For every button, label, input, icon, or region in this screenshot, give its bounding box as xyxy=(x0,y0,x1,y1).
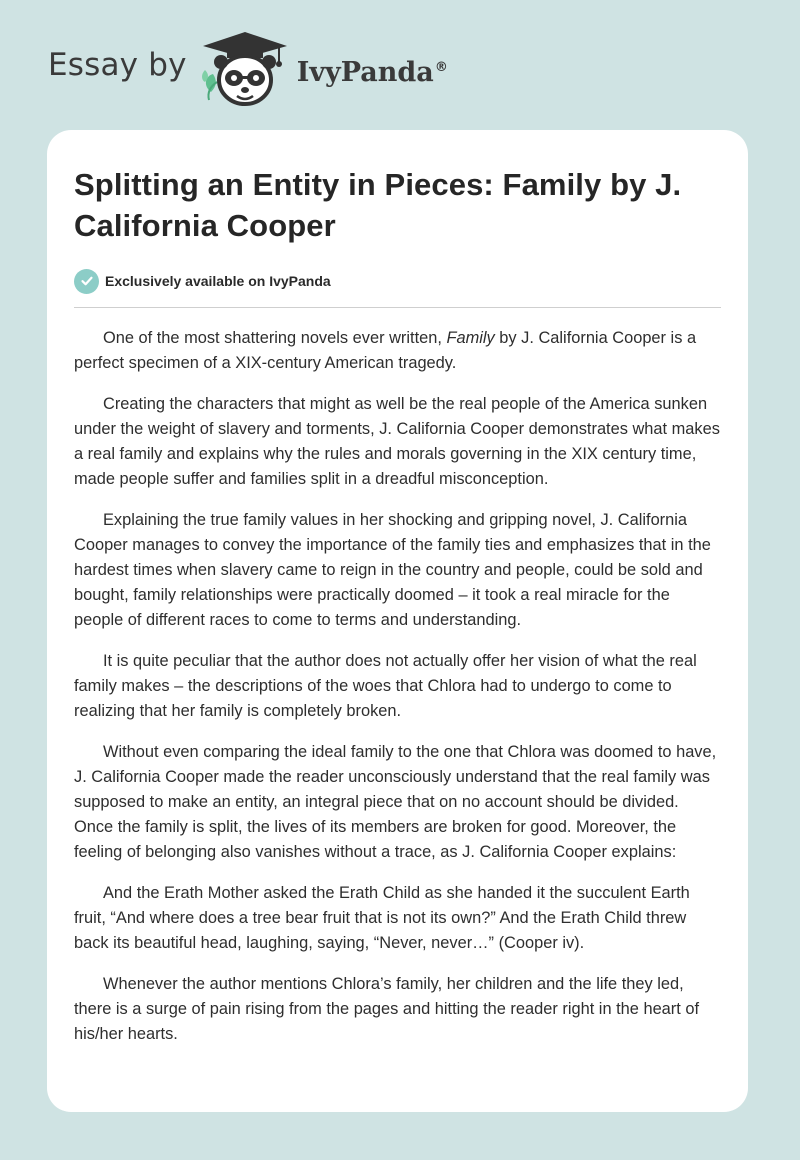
paragraph-7: Whenever the author mentions Chlora’s family, her children and the life they led, there is a surge of pain rising from the pages and hitting the reader right in the heart of his/her hearts. xyxy=(74,975,700,1043)
quote-paragraph: And the Erath Mother asked the Erath Child as she handed it the succulent Earth fruit, “And where does a tree bear fruit that is not its own?” And the Erath Child threw back its beautiful head, laughing, saying, “Never, never…” (Cooper iv). xyxy=(74,884,690,952)
panda-logo-icon[interactable] xyxy=(197,30,293,110)
essay-by-label: Essay by xyxy=(48,47,187,83)
divider xyxy=(74,307,721,308)
essay-title: Splitting an Entity in Pieces: Family by J. California Cooper xyxy=(74,167,682,243)
paragraph-2: Creating the characters that might as well be the real people of the America sunken under the weight of slavery and torments, J. California Cooper demonstrates what makes a real family and explains why the rules and morals governing in the XIX century time, made people suffer and families split in a dreadful misconception. xyxy=(74,395,720,488)
paragraph-4: It is quite peculiar that the author does not actually offer her vision of what the real family makes – the descriptions of the woes that Chlora had to undergo to come to realizing that her family is completely broken. xyxy=(74,652,697,720)
paragraph-1: One of the most shattering novels ever written, Family by J. California Cooper is a perfect specimen of a XIX-century American tragedy. xyxy=(74,329,697,372)
registered-mark: ® xyxy=(434,59,448,75)
exclusive-badge xyxy=(74,268,721,294)
paragraph-5: Without even comparing the ideal family to the one that Chlora was doomed to have, J. California Cooper made the reader unconsciously understand that the real family was supposed to make an entity, an integral piece that on no account should be divided. Once the family is split, the lives of its members are broken for good. Moreover, the feeling of belonging also vanishes without a trace, as J. California Cooper explains: xyxy=(74,743,717,861)
brand-name[interactable]: IvyPanda® xyxy=(296,56,448,88)
site-header xyxy=(48,30,448,110)
exclusive-badge-label: Exclusively available on IvyPanda xyxy=(105,273,331,289)
essay-card xyxy=(47,130,748,1112)
paragraph-3: Explaining the true family values in her shocking and gripping novel, J. California Cooper manages to convey the importance of the family ties and emphasizes that in the hardest times when slavery came to reign in the country and people, could be sold and bought, family relationships were practically doomed – it took a real miracle for the people of different races to come to terms and understanding. xyxy=(74,511,711,629)
book-title-italic: Family xyxy=(446,329,495,347)
checkmark-icon xyxy=(74,269,99,294)
